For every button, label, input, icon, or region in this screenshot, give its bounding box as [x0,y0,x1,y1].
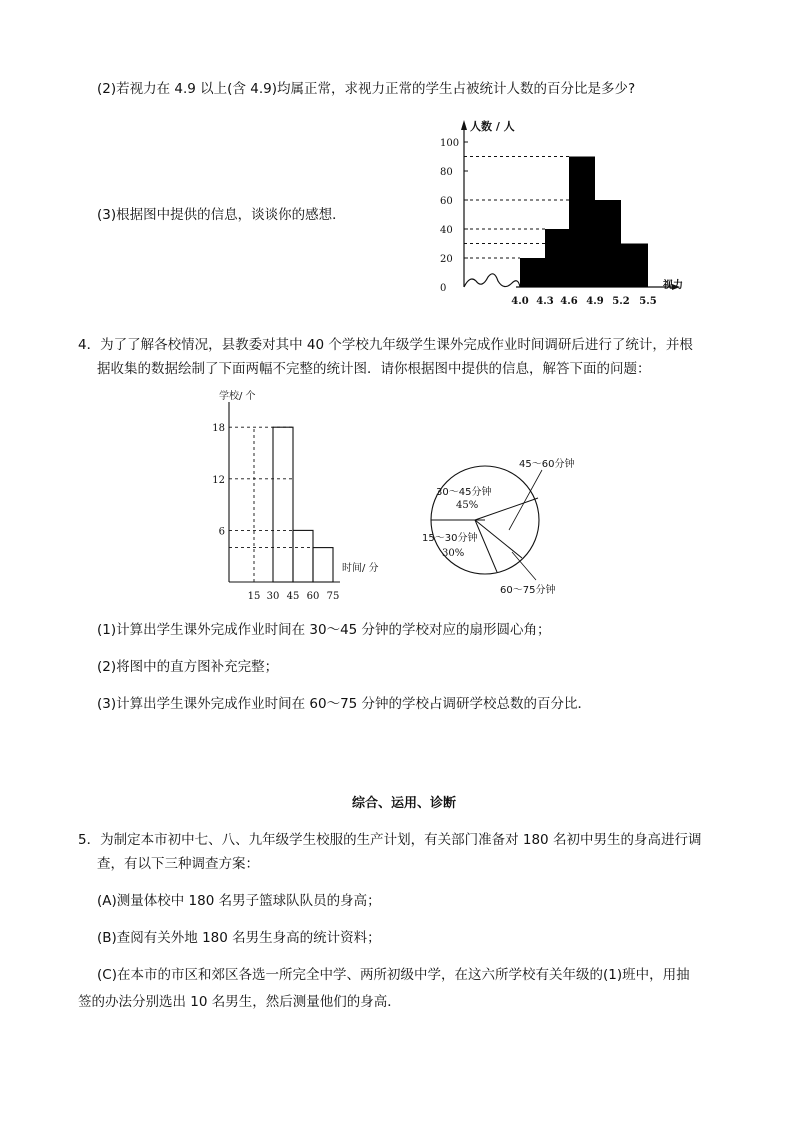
q4-part1: (1)计算出学生课外完成作业时间在 30～45 分钟的学校对应的扇形圆心角； [97,622,551,638]
histogram-bar [273,427,293,582]
x-axis-title: 视力 [663,280,683,291]
section-title: 综合、运用、诊断 [352,796,457,811]
pie-radius-45-60b [475,520,522,558]
time-histogram [200,390,400,605]
x-tick-label: 15 [247,591,261,602]
q4-stem-line1: 4．为了了解各校情况，县教委对其中 40 个学校九年级学生课外完成作业时间调研后进行了统计，并根 [78,337,693,353]
vision-histogram [420,115,700,310]
q5-stem-line2: 查，有以下三种调查方案： [97,856,259,872]
y-tick-label: 20 [440,254,453,265]
q4-part2: (2)将图中的直方图补充完整； [97,659,279,675]
pie-radius-45-60a [475,498,538,520]
pie-slice-label-30-45: 30～45分钟 [436,487,492,498]
histogram-bar [545,229,569,287]
histogram-bar [293,530,313,582]
y-tick-label: 18 [212,423,225,435]
y-axis-arrow [461,120,467,130]
q5-option-c-line2: 签的办法分别选出 10 名男生，然后测量他们的身高． [78,994,401,1010]
q5-option-c-line1: (C)在本市的市区和郊区各选一所完全中学、两所初级中学，在这六所学校有关年级的(1)班中，用抽 [97,967,690,983]
pie-radius-60-75 [475,520,497,572]
q4-part3: (3)计算出学生课外完成作业时间在 60～75 分钟的学校占调研学校总数的百分比． [97,696,592,712]
histogram-bar [621,244,648,288]
x-tick-label: 4.3 [536,296,554,307]
histogram-bar [569,157,595,288]
x-tick-label: 75 [326,591,340,602]
x-tick-label: 4.0 [511,296,529,307]
y-tick-label: 100 [440,138,460,149]
q3-part2: (2)若视力在 4.9 以上(含 4.9)均属正常，求视力正常的学生占被统计人数的百分比是多少? [97,81,636,97]
y-tick-label: 60 [440,196,453,207]
y-tick-label: 6 [218,526,225,538]
x-tick-label: 5.5 [639,296,657,307]
axis-break-squiggle [464,274,520,287]
x-axis-title: 时间/ 分 [342,563,379,574]
y-axis-title: 人数 / 人 [470,120,515,133]
pie-slice-label-15-30: 15～30分钟 [422,533,478,544]
pie-slice-label-45-60: 45～60分钟 [519,459,575,470]
q5-stem-line1: 5．为制定本市初中七、八、九年级学生校服的生产计划，有关部门准备对 180 名初中男生的身高进行调 [78,832,702,848]
y-tick-label: 12 [212,474,225,486]
y-tick-label: 0 [440,283,447,294]
q5-option-b: (B)查阅有关外地 180 名男生身高的统计资料； [97,930,381,946]
q4-stem-line2: 据收集的数据绘制了下面两幅不完整的统计图．请你根据图中提供的信息，解答下面的问题： [97,361,651,377]
x-tick-label: 4.9 [586,296,604,307]
time-pie-chart [412,450,582,600]
x-tick-label: 30 [266,591,280,602]
q3-part3: (3)根据图中提供的信息，谈谈你的感想． [97,207,346,223]
pie-slice-label-60-75: 60～75分钟 [500,585,556,596]
y-axis-title: 学校/ 个 [219,391,256,402]
pie-leader-60-75 [512,552,536,580]
q5-option-a: (A)测量体校中 180 名男子篮球队队员的身高； [97,893,381,909]
pie-slice-value-15-30: 30% [442,548,465,559]
x-tick-label: 45 [286,591,300,602]
pie-leader-45-60 [509,470,542,530]
histogram-bar [595,200,621,287]
x-tick-label: 4.6 [560,296,578,307]
y-tick-label: 40 [440,225,453,236]
y-tick-label: 80 [440,167,453,178]
histogram-bar [313,548,333,582]
pie-slice-value-30-45: 45% [456,500,479,511]
x-tick-label: 60 [306,591,320,602]
histogram-bar [520,258,545,287]
x-tick-label: 5.2 [612,296,630,307]
